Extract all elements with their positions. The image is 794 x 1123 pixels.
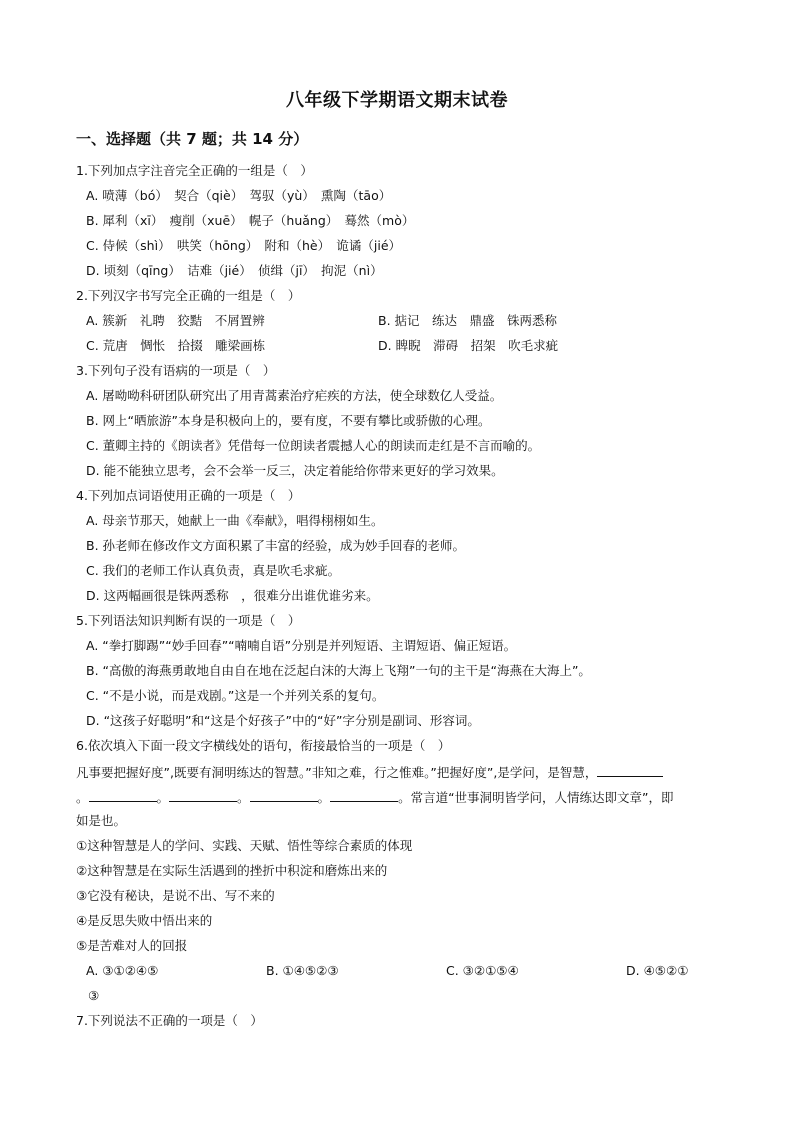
page-title: 八年级下学期语文期末试卷 xyxy=(286,90,508,111)
question-6-option-b: B. ①④⑤②③ xyxy=(266,963,339,978)
question-6-paragraph-text: 凡事要把握好度”,既要有洞明练达的智慧。”非知之难，行之惟难。”把握好度”,是学问，是智慧， xyxy=(76,765,598,780)
question-3-stem: 3.下列句子没有语病的一项是（ ） xyxy=(76,363,276,378)
question-3-option-c: C. 董卿主持的《朗读者》凭借每一位朗读者震撼人心的朗读而走红是不言而喻的。 xyxy=(86,438,541,453)
question-1-option-b: B. 犀利（xī） 瘦削（xuē） 幌子（huǎng） 蓦然（mò） xyxy=(86,213,415,228)
question-2-option-b: B. 掂记 练达 鼎盛 铢两悉称 xyxy=(378,313,558,328)
question-6-paragraph-tail: 。常言道“世事洞明皆学问，人情练达即文章”，即 xyxy=(398,790,674,805)
blank-3 xyxy=(169,788,237,802)
question-4-option-b: B. 孙老师在修改作文方面积累了丰富的经验，成为妙手回春的老师。 xyxy=(86,538,466,553)
blank-4 xyxy=(250,788,318,802)
question-6-option-a: A. ③①②④⑤ xyxy=(86,963,159,978)
question-3-option-a: A. 屠呦呦科研团队研究出了用青蒿素治疗疟疾的方法，使全球数亿人受益。 xyxy=(86,388,503,403)
section-heading: 一、选择题（共 7 题；共 14 分） xyxy=(76,130,309,148)
question-2-option-a: A. 簇新 礼聘 狡黠 不屑置辨 xyxy=(86,313,265,328)
blank-separator: 。 xyxy=(237,790,250,805)
blank-1 xyxy=(597,763,663,777)
question-1-option-d: D. 顷刻（qīng） 诘难（jié） 侦缉（jī） 拘泥（nì） xyxy=(86,263,383,278)
question-6-paragraph-line-2 xyxy=(76,788,674,806)
question-5-option-c: C. “不是小说，而是戏剧。”这是一个并列关系的复句。 xyxy=(86,688,385,703)
question-2-option-d: D. 睥睨 滞碍 招架 吹毛求疵 xyxy=(378,338,559,353)
question-6-sentence-2: ②这种智慧是在实际生活遇到的挫折中积淀和磨炼出来的 xyxy=(76,863,388,878)
question-5-stem: 5.下列语法知识判断有误的一项是（ ） xyxy=(76,613,301,628)
question-6-option-d: D. ④⑤②① xyxy=(626,963,689,978)
question-4-option-c: C. 我们的老师工作认真负责，真是吹毛求疵。 xyxy=(86,563,341,578)
blank-separator: 。 xyxy=(156,790,170,805)
question-4-option-d: D. 这两幅画很是铢两悉称 ，很难分出谁优谁劣来。 xyxy=(86,588,379,603)
blank-2 xyxy=(89,788,157,802)
question-4-option-a: A. 母亲节那天，她献上一曲《奉献》，唱得栩栩如生。 xyxy=(86,513,384,528)
question-1-option-a: A. 喷薄（bó） 契合（qiè） 驾驭（yù） 熏陶（tāo） xyxy=(86,188,392,203)
question-6-stem: 6.依次填入下面一段文字横线处的语句，衔接最恰当的一项是（ ） xyxy=(76,738,451,753)
question-6-sentence-1: ①这种智慧是人的学问、实践、天赋、悟性等综合素质的体现 xyxy=(76,838,413,853)
question-6-sentence-3: ③它没有秘诀，是说不出、写不来的 xyxy=(76,888,275,903)
question-3-option-b: B. 网上“晒旅游”本身是积极向上的，要有度，不要有攀比或骄傲的心理。 xyxy=(86,413,491,428)
question-5-option-d: D. “这孩子好聪明”和“这是个好孩子”中的“好”字分别是副词、形容词。 xyxy=(86,713,480,728)
question-6-option-c: C. ③②①⑤④ xyxy=(446,963,519,978)
question-5-option-a: A. “拳打脚踢”“妙手回春”“喃喃自语”分别是并列短语、主谓短语、偏正短语。 xyxy=(86,638,517,653)
question-1-stem: 1.下列加点字注音完全正确的一组是（ ） xyxy=(76,163,313,178)
question-7-stem: 7.下列说法不正确的一项是（ ） xyxy=(76,1013,263,1028)
question-6-option-d-wrap: ③ xyxy=(88,988,100,1003)
question-6-sentence-5: ⑤是苦难对人的回报 xyxy=(76,938,188,953)
question-6-sentence-4: ④是反思失败中悟出来的 xyxy=(76,913,213,928)
blank-5 xyxy=(330,788,398,802)
question-6-paragraph-line-3: 如是也。 xyxy=(76,813,127,828)
question-1-option-c: C. 侍候（shì） 哄笑（hōng） 附和（hè） 诡谲（jié） xyxy=(86,238,402,253)
question-3-option-d: D. 能不能独立思考，会不会举一反三，决定着能给你带来更好的学习效果。 xyxy=(86,463,504,478)
question-4-stem: 4.下列加点词语使用正确的一项是（ ） xyxy=(76,488,301,503)
question-2-stem: 2.下列汉字书写完全正确的一组是（ ） xyxy=(76,288,301,303)
question-6-paragraph-line-1 xyxy=(76,763,663,781)
blank-separator: 。 xyxy=(76,790,89,805)
question-2-option-c: C. 荒唐 惆怅 拾掇 雕梁画栋 xyxy=(86,338,266,353)
question-5-option-b: B. “高傲的海燕勇敢地自由自在地在泛起白沫的大海上飞翔”一句的主干是“海燕在大海上”。 xyxy=(86,663,591,678)
blank-separator: 。 xyxy=(317,790,331,805)
